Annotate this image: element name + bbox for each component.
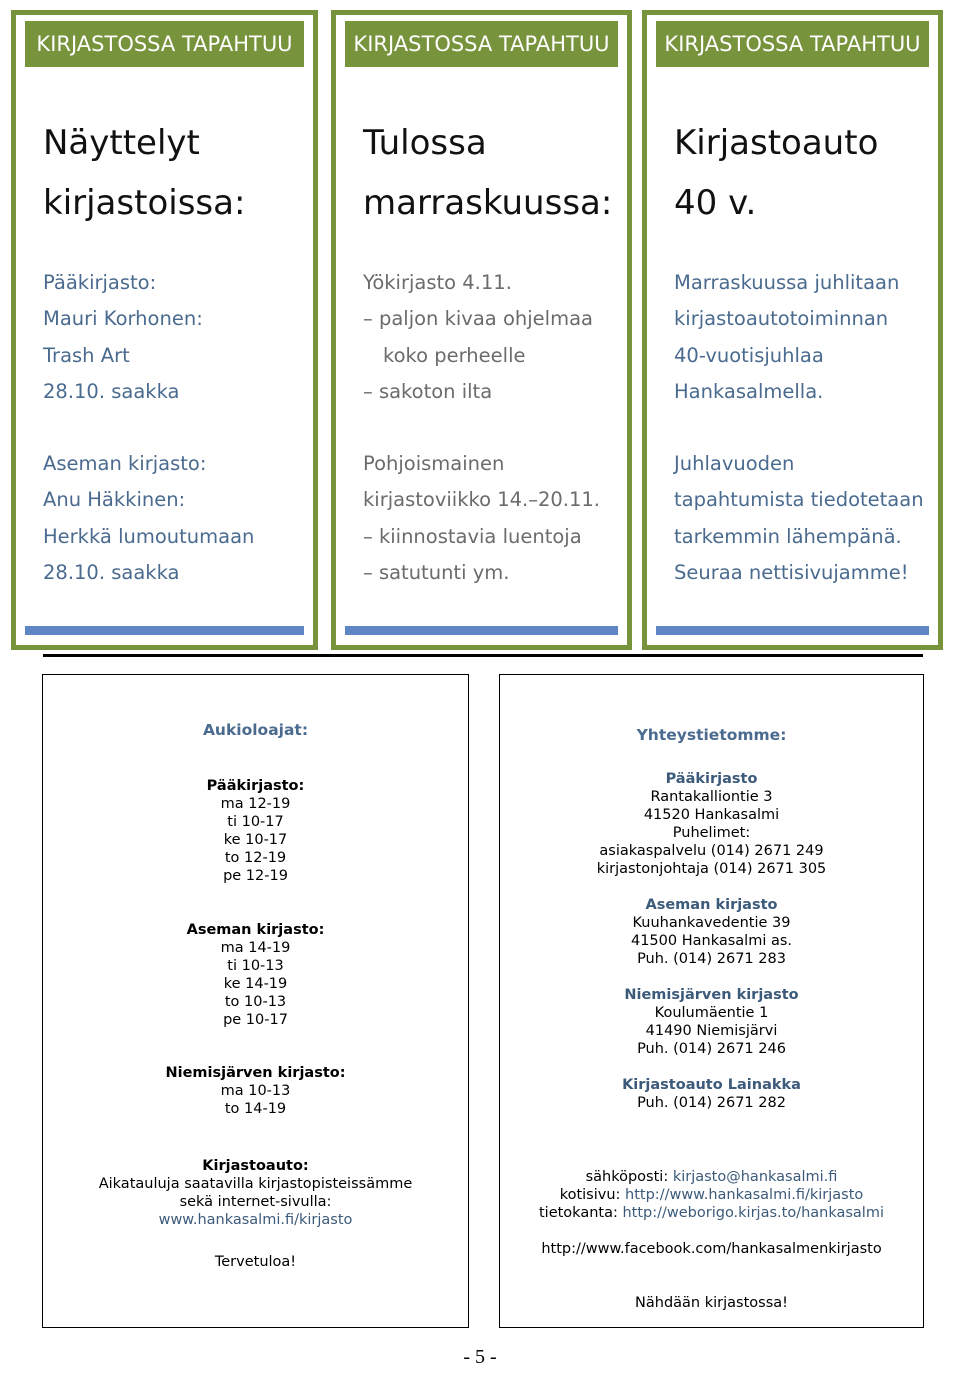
contact-station-library: Aseman kirjasto Kuuhankavedentie 39 41500 Hankasalmi as. Puh. (014) 2671 283 <box>630 897 793 967</box>
opening-hours-box <box>42 674 469 1328</box>
hours-main-library: Pääkirjasto: ma 12-19 ti 10-17 ke 10-17 to 12-19 pe 12-19 <box>206 778 305 884</box>
contact-niemisjarvi-library: Niemisjärven kirjasto Koulumäentie 1 41490 Niemisjärvi Puh. (014) 2671 246 <box>624 987 799 1057</box>
card-block-announcement: Juhlavuoden tapahtumista tiedotetaan tarkemmin lähempänä. Seuraa nettisivujamme! <box>674 452 924 584</box>
contacts-box <box>499 674 924 1328</box>
event-card-exhibitions <box>11 10 318 650</box>
card-block-nordic-week: Pohjoismainen kirjastoviikko 14.–20.11. – kiinnostavia luentoja – satutunti ym. <box>363 452 601 584</box>
welcome-text: Tervetuloa! <box>214 1254 297 1270</box>
card-footer-bar <box>345 626 618 635</box>
card-title: Näyttelyt kirjastoissa: <box>43 123 246 223</box>
card-title: Tulossa marraskuussa: <box>363 123 613 223</box>
hours-website-link[interactable]: www.hankasalmi.fi/kirjasto <box>158 1212 353 1228</box>
event-card-bookmobile <box>642 10 943 650</box>
database-line: tietokanta: http://weborigo.kirjas.to/hankasalmi <box>538 1205 884 1221</box>
hours-niemisjarvi-library: Niemisjärven kirjasto: ma 10-13 to 14-19 <box>165 1065 346 1117</box>
card-title: Kirjastoauto 40 v. <box>674 123 879 223</box>
event-card-november <box>331 10 632 650</box>
opening-hours-heading: Aukioloajat: <box>202 721 309 739</box>
card-header: KIRJASTOSSA TAPAHTUU <box>656 21 929 67</box>
divider-rule <box>43 654 923 657</box>
see-you-text: Nähdään kirjastossa! <box>635 1295 788 1311</box>
hours-station-library: Aseman kirjasto: ma 14-19 ti 10-13 ke 14-19 to 10-13 pe 10-17 <box>186 922 325 1028</box>
contacts-heading: Yhteystietomme: <box>636 726 787 744</box>
card-block-anniversary: Marraskuussa juhlitaan kirjastoautotoiminnan 40-vuotisjuhlaa Hankasalmella. <box>674 271 900 403</box>
card-footer-bar <box>656 626 929 635</box>
email-link[interactable]: kirjasto@hankasalmi.fi <box>672 1169 838 1185</box>
contact-bookmobile: Kirjastoauto Lainakka Puh. (014) 2671 282 <box>622 1077 801 1111</box>
card-block-main-library: Pääkirjasto: Mauri Korhonen: Trash Art 28.10. saakka <box>43 271 203 403</box>
database-link[interactable]: http://weborigo.kirjas.to/hankasalmi <box>622 1205 884 1221</box>
card-footer-bar <box>25 626 304 635</box>
card-header: KIRJASTOSSA TAPAHTUU <box>345 21 618 67</box>
email-line: sähköposti: kirjasto@hankasalmi.fi <box>585 1169 838 1185</box>
hours-bookmobile: Kirjastoauto: Aikatauluja saatavilla kirjastopisteissämme sekä internet-sivulla: www.hankasalmi.fi/kirjasto <box>43 1157 468 1229</box>
page-number: - 5 - <box>463 1346 497 1368</box>
facebook-link[interactable]: http://www.facebook.com/hankasalmenkirjasto <box>541 1241 882 1257</box>
contact-online <box>500 1168 923 1222</box>
homepage-link[interactable]: http://www.hankasalmi.fi/kirjasto <box>625 1187 864 1203</box>
card-block-station-library: Aseman kirjasto: Anu Häkkinen: Herkkä lumoutumaan 28.10. saakka <box>43 452 255 584</box>
homepage-line: kotisivu: http://www.hankasalmi.fi/kirjasto <box>559 1187 864 1203</box>
contact-main-library: Pääkirjasto Rantakalliontie 3 41520 Hankasalmi Puhelimet: asiakaspalvelu (014) 2671 249 kirjastonjohtaja (014) 2671 305 <box>596 771 827 877</box>
card-block-night-library: Yökirjasto 4.11. – paljon kivaa ohjelmaa koko perheelle – sakoton ilta <box>363 271 593 403</box>
card-header: KIRJASTOSSA TAPAHTUU <box>25 21 304 67</box>
